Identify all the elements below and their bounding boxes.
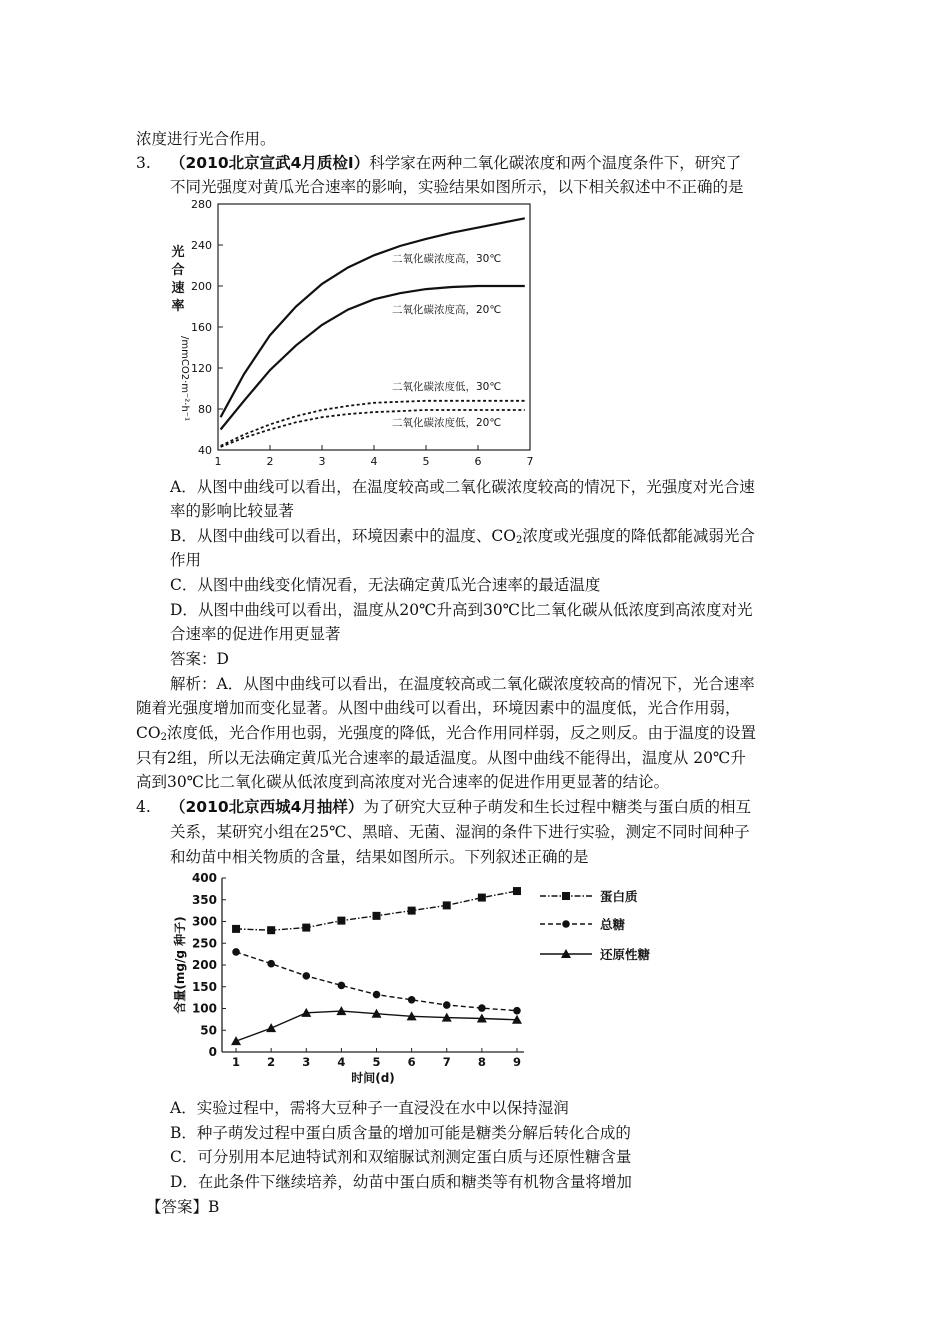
y-tick-label: 100	[191, 1001, 217, 1016]
data-point	[231, 1036, 241, 1045]
q3-option-a-2: 率的影响比较显著	[170, 502, 295, 520]
q3-analysis-5: 高到30℃比二氧化碳从低浓度到高浓度对光合速率的促进作用更显著的结论。	[136, 773, 670, 791]
y-tick-label: 280	[191, 198, 212, 211]
data-point	[266, 1023, 276, 1032]
series-label: 二氧化碳浓度高，30℃	[392, 253, 502, 265]
q2-tail-text: 浓度进行光合作用。	[136, 130, 276, 148]
y-tick-label: 160	[191, 321, 212, 334]
q3-analysis-1: 解析：A．从图中曲线可以看出，在温度较高或二氧化碳浓度较高的情况下，光合速率	[170, 675, 755, 693]
q4-stem-3: 和幼苗中相关物质的含量，结果如图所示。下列叙述正确的是	[170, 848, 589, 866]
q3-option-b-text: B．从图中曲线可以看出，环境因素中的温度、CO	[170, 527, 516, 545]
q4-option-b: B．种子萌发过程中蛋白质含量的增加可能是糖类分解后转化合成的	[170, 1124, 631, 1142]
x-tick-label: 2	[267, 1055, 276, 1069]
y-tick-label: 350	[191, 892, 217, 907]
data-point	[443, 901, 451, 909]
y-tick-label: 300	[191, 914, 217, 929]
data-point	[478, 894, 486, 902]
y-tick-label: 240	[191, 239, 212, 252]
x-tick-label: 2	[266, 455, 274, 468]
series-line	[236, 891, 517, 930]
x-axis-label: 时间(d)	[351, 1071, 395, 1085]
data-point	[443, 1001, 451, 1009]
y-tick-label: 40	[198, 444, 212, 457]
series-label: 二氧化碳浓度低，20℃	[392, 417, 502, 429]
data-point	[267, 926, 275, 934]
q4-stem-1: 为了研究大豆种子萌发和生长过程中糖类与蛋白质的相互	[363, 798, 751, 816]
q3-answer: 答案：D	[170, 650, 229, 668]
q4-number: 4.	[136, 798, 151, 816]
q3-number: 3.	[136, 154, 151, 172]
x-tick-label: 5	[422, 455, 430, 468]
x-tick-label: 1	[232, 1055, 241, 1069]
x-tick-label: 6	[474, 455, 482, 468]
q3-option-d-1: D．从图中曲线可以看出，温度从20℃升高到30℃比二氧化碳从低浓度到高浓度对光	[170, 601, 753, 619]
data-point	[338, 982, 346, 990]
q4-option-d: D．在此条件下继续培养，幼苗中蛋白质和糖类等有机物含量将增加	[170, 1173, 632, 1191]
photosynthesis-chart	[160, 196, 550, 478]
data-point	[408, 907, 416, 915]
q3-option-c: C．从图中曲线变化情况看，无法确定黄瓜光合速率的最适温度	[170, 576, 601, 594]
q3-stem-1: 科学家在两种二氧化碳浓度和两个温度条件下，研究了	[369, 154, 742, 172]
y-tick-label: 120	[191, 362, 212, 375]
x-tick-label: 9	[512, 1055, 521, 1069]
q3-option-b-2: 作用	[170, 551, 202, 569]
q3-analysis-4: 只有2组，所以无法确定黄瓜光合速率的最适温度。从图中曲线不能得出，温度从 20℃升	[136, 749, 746, 767]
q3-analysis-3-post: 浓度低，光合作用也弱，光强度的降低，光合作用同样弱，反之则反。由于温度的设置	[166, 724, 756, 742]
legend-label: 蛋白质	[600, 889, 638, 904]
x-tick-label: 6	[407, 1055, 416, 1069]
data-point	[232, 948, 240, 956]
q4-source: （2010北京西城4月抽样）	[170, 798, 364, 816]
y-tick-label: 200	[191, 958, 217, 972]
x-tick-label: 7	[526, 455, 534, 468]
x-tick-label: 4	[370, 455, 378, 468]
legend-label: 总糖	[600, 917, 626, 932]
y-axis-label-char: 率	[171, 299, 185, 314]
y-tick-label: 250	[191, 936, 217, 951]
x-tick-label: 4	[337, 1055, 346, 1069]
y-tick-label: 80	[198, 403, 212, 416]
data-point	[302, 972, 310, 980]
x-tick-label: 3	[318, 455, 326, 468]
q4-answer: 【答案】B	[146, 1198, 220, 1216]
y-axis-label-char: 光	[171, 245, 185, 260]
series-label: 二氧化碳浓度低，30℃	[392, 381, 502, 393]
q3-analysis-3	[136, 722, 756, 749]
x-tick-label: 7	[442, 1055, 451, 1069]
data-point	[562, 892, 570, 900]
q3-source: （2010北京宣武4月质检I）	[170, 154, 370, 172]
q4-option-a: A．实验过程中，需将大豆种子一直浸没在水中以保持湿润	[170, 1099, 569, 1117]
y-tick-label: 200	[191, 280, 212, 293]
series-line	[236, 952, 517, 1011]
data-point	[478, 1004, 486, 1012]
data-point	[302, 924, 310, 932]
q4-option-c: C．可分别用本尼迪特试剂和双缩脲试剂测定蛋白质与还原性糖含量	[170, 1148, 632, 1166]
q3-option-b-1	[170, 525, 755, 552]
q3-analysis-2: 随着光强度增加而变化显著。从图中曲线可以看出，环境因素中的温度低，光合作用弱，	[136, 699, 741, 717]
y-tick-label: 400	[191, 871, 217, 885]
data-point	[267, 960, 275, 968]
data-point	[408, 996, 416, 1004]
y-axis-label: 含量(mg/g 种子)	[173, 916, 187, 1014]
plot-frame	[218, 204, 530, 450]
x-tick-label: 1	[214, 455, 222, 468]
y-tick-label: 150	[191, 979, 217, 994]
data-point	[562, 920, 570, 928]
q3-option-b-sub: 2	[515, 535, 523, 546]
q3-analysis-3-sub: 2	[160, 732, 167, 743]
q3-stem-line-1	[170, 152, 741, 174]
data-point	[373, 991, 381, 999]
data-point	[513, 887, 521, 895]
soybean-content-chart	[160, 868, 660, 1094]
data-point	[337, 917, 345, 925]
y-axis-unit-label: /mmCO2·m⁻²·h⁻¹	[179, 336, 190, 422]
y-tick-label: 0	[208, 1045, 217, 1059]
q3-stem-2: 不同光强度对黄瓜光合速率的影响，实验结果如图所示，以下相关叙述中不正确的是	[170, 178, 744, 196]
y-tick-label: 50	[200, 1023, 217, 1038]
legend-label: 还原性糖	[600, 947, 651, 962]
series-label: 二氧化碳浓度高，20℃	[392, 304, 502, 316]
data-point	[232, 925, 240, 933]
q4-stem-2: 关系，某研究小组在25℃、黑暗、无菌、湿润的条件下进行实验，测定不同时间种子	[170, 823, 750, 841]
q3-option-d-2: 合速率的促进作用更显著	[170, 625, 341, 643]
x-tick-label: 8	[477, 1055, 486, 1069]
x-tick-label: 3	[302, 1055, 311, 1069]
q3-option-a-1: A．从图中曲线可以看出，在温度较高或二氧化碳浓度较高的情况下，光强度对光合速	[170, 478, 755, 496]
x-tick-label: 5	[372, 1055, 381, 1069]
q3-option-b-text-2: 浓度或光强度的降低都能减弱光合	[522, 527, 755, 545]
y-axis-label-char: 速	[171, 281, 185, 296]
q4-stem-line-1	[170, 796, 751, 818]
data-point	[513, 1007, 521, 1015]
data-point	[373, 912, 381, 920]
y-axis-label-char: 合	[171, 263, 185, 278]
q3-analysis-3-pre: CO	[136, 724, 161, 742]
